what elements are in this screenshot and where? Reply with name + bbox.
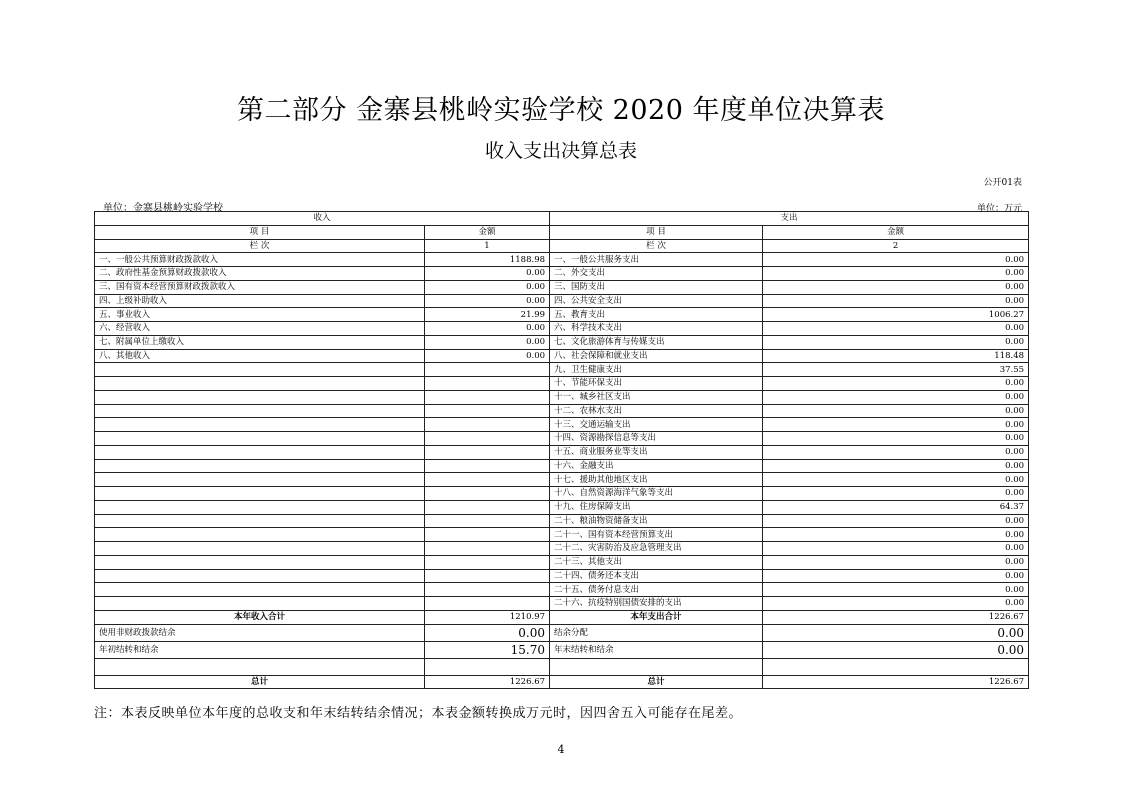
- income-amount-header: 金额: [425, 225, 550, 239]
- income-item-label: 一、一般公共预算财政拨款收入: [95, 253, 425, 267]
- empty-cell: [425, 583, 550, 597]
- income-item-label: 三、国有资本经营预算财政拨款收入: [95, 280, 425, 294]
- table-row: [95, 500, 1029, 514]
- expense-item-label: 五、教育支出: [550, 308, 763, 322]
- income-item-label: 六、经营收入: [95, 322, 425, 336]
- balance-row: [95, 641, 1029, 658]
- expense-item-value: 0.00: [763, 404, 1029, 418]
- unit-name: 单位：金寨县桃岭实验学校: [103, 203, 223, 214]
- empty-cell: [95, 459, 425, 473]
- expense-total-label: 本年支出合计: [550, 610, 763, 624]
- grand-total-income-value: 1226.67: [425, 675, 550, 689]
- empty-cell: [95, 418, 425, 432]
- empty-cell: [95, 473, 425, 487]
- expense-lanci-label: 栏 次: [550, 239, 763, 253]
- expense-item-label: 十三、交通运输支出: [550, 418, 763, 432]
- expense-item-label: 十二、农林水支出: [550, 404, 763, 418]
- table-row: [95, 418, 1029, 432]
- surplus-alloc-label: 结余分配: [550, 624, 763, 641]
- expense-item-label: 十八、自然资源海洋气象等支出: [550, 487, 763, 501]
- empty-cell: [425, 377, 550, 391]
- expense-item-value: 0.00: [763, 569, 1029, 583]
- table-row: [95, 390, 1029, 404]
- expense-item-value: 118.48: [763, 349, 1029, 363]
- table-row: [95, 308, 1029, 322]
- table-row: [95, 404, 1029, 418]
- table-row: [95, 445, 1029, 459]
- expense-item-value: 0.00: [763, 583, 1029, 597]
- expense-item-label: 七、文化旅游体育与传媒支出: [550, 335, 763, 349]
- nonfiscal-row: [95, 624, 1029, 641]
- expense-item-label: 十七、援助其他地区支出: [550, 473, 763, 487]
- expense-item-label: 六、科学技术支出: [550, 322, 763, 336]
- expense-item-label: 二十三、其他支出: [550, 555, 763, 569]
- empty-cell: [425, 418, 550, 432]
- table-row: [95, 569, 1029, 583]
- expense-item-value: 0.00: [763, 514, 1029, 528]
- income-item-label: 七、附属单位上缴收入: [95, 335, 425, 349]
- expense-item-label: 十四、资源勘探信息等支出: [550, 432, 763, 446]
- empty-cell: [95, 583, 425, 597]
- empty-cell: [550, 658, 763, 675]
- expense-item-value: 0.00: [763, 294, 1029, 308]
- nonfiscal-label: 使用非财政拨款结余: [95, 624, 425, 641]
- table-row: [95, 349, 1029, 363]
- empty-cell: [425, 542, 550, 556]
- empty-cell: [425, 597, 550, 611]
- column-header-row: [95, 225, 1029, 239]
- income-item-label: 五、事业收入: [95, 308, 425, 322]
- empty-cell: [425, 658, 550, 675]
- income-item-label: 四、上级补助收入: [95, 294, 425, 308]
- income-item-value: 0.00: [425, 322, 550, 336]
- empty-cell: [95, 555, 425, 569]
- empty-cell: [95, 487, 425, 501]
- empty-cell: [95, 500, 425, 514]
- expense-item-label: 二十一、国有资本经营预算支出: [550, 528, 763, 542]
- table-row: [95, 377, 1029, 391]
- empty-cell: [95, 432, 425, 446]
- expense-item-label: 二十五、债务付息支出: [550, 583, 763, 597]
- table-row: [95, 294, 1029, 308]
- expense-item-value: 0.00: [763, 432, 1029, 446]
- expense-item-value: 0.00: [763, 335, 1029, 349]
- income-item-value: 0.00: [425, 335, 550, 349]
- expense-item-value: 0.00: [763, 377, 1029, 391]
- lanci-row: [95, 239, 1029, 253]
- surplus-alloc-value: 0.00: [763, 624, 1029, 641]
- expense-item-value: 0.00: [763, 390, 1029, 404]
- expense-item-label: 十、节能环保支出: [550, 377, 763, 391]
- empty-cell: [95, 404, 425, 418]
- table-subtitle: 收入支出决算总表: [484, 140, 637, 162]
- income-item-label: 二、政府性基金预算财政拨款收入: [95, 267, 425, 281]
- begin-balance-label: 年初结转和结余: [95, 641, 425, 658]
- empty-cell: [425, 528, 550, 542]
- income-item-value: 1188.98: [425, 253, 550, 267]
- empty-cell: [95, 569, 425, 583]
- table-row: [95, 459, 1029, 473]
- expense-total-value: 1226.67: [763, 610, 1029, 624]
- expense-item-label: 十五、商业服务业等支出: [550, 445, 763, 459]
- empty-cell: [425, 500, 550, 514]
- annual-total-row: [95, 610, 1029, 624]
- expense-item-value: 1006.27: [763, 308, 1029, 322]
- income-item-value: 0.00: [425, 349, 550, 363]
- expense-item-value: 0.00: [763, 459, 1029, 473]
- page-title: 第二部分 金寨县桃岭实验学校 2020 年度单位决算表: [237, 95, 885, 126]
- table-row: [95, 583, 1029, 597]
- empty-cell: [425, 555, 550, 569]
- income-lanci-label: 栏 次: [95, 239, 425, 253]
- expense-item-value: 0.00: [763, 473, 1029, 487]
- table-row: [95, 267, 1029, 281]
- empty-cell: [95, 528, 425, 542]
- table-row: [95, 514, 1029, 528]
- empty-cell: [425, 363, 550, 377]
- expense-item-label: 十六、金融支出: [550, 459, 763, 473]
- table-number: 公开01表: [983, 178, 1022, 188]
- expense-item-value: 0.00: [763, 267, 1029, 281]
- grand-total-row: [95, 675, 1029, 689]
- grand-total-income-label: 总计: [95, 675, 425, 689]
- expense-item-value: 0.00: [763, 322, 1029, 336]
- section-header-row: [95, 212, 1029, 226]
- table-row: [95, 528, 1029, 542]
- currency-unit: 单位：万元: [976, 204, 1022, 214]
- income-item-value: 0.00: [425, 294, 550, 308]
- empty-cell: [425, 404, 550, 418]
- expense-item-label: 一、一般公共服务支出: [550, 253, 763, 267]
- expense-item-header: 项 目: [550, 225, 763, 239]
- expense-item-label: 二、外交支出: [550, 267, 763, 281]
- empty-cell: [763, 658, 1029, 675]
- income-item-value: 21.99: [425, 308, 550, 322]
- empty-cell: [95, 377, 425, 391]
- expense-item-label: 四、公共安全支出: [550, 294, 763, 308]
- table-row: [95, 487, 1029, 501]
- empty-cell: [95, 658, 425, 675]
- table-row: [95, 280, 1029, 294]
- income-total-label: 本年收入合计: [95, 610, 425, 624]
- expense-item-label: 十九、住房保障支出: [550, 500, 763, 514]
- expense-item-label: 十一、城乡社区支出: [550, 390, 763, 404]
- expense-item-value: 0.00: [763, 597, 1029, 611]
- empty-cell: [425, 432, 550, 446]
- spacer-row: [95, 658, 1029, 675]
- expense-item-label: 二十、粮油物资储备支出: [550, 514, 763, 528]
- empty-cell: [95, 363, 425, 377]
- expense-item-label: 三、国防支出: [550, 280, 763, 294]
- empty-cell: [425, 487, 550, 501]
- expense-header: 支出: [550, 212, 1029, 226]
- income-total-value: 1210.97: [425, 610, 550, 624]
- budget-table: [94, 211, 1029, 689]
- expense-item-label: 二十四、债务还本支出: [550, 569, 763, 583]
- income-item-label: 八、其他收入: [95, 349, 425, 363]
- expense-item-value: 0.00: [763, 555, 1029, 569]
- income-lanci-number: 1: [425, 239, 550, 253]
- table-row: [95, 473, 1029, 487]
- empty-cell: [425, 569, 550, 583]
- table-row: [95, 555, 1029, 569]
- table-row: [95, 363, 1029, 377]
- expense-item-value: 64.37: [763, 500, 1029, 514]
- expense-item-value: 37.55: [763, 363, 1029, 377]
- income-item-value: 0.00: [425, 280, 550, 294]
- expense-amount-header: 金额: [763, 225, 1029, 239]
- table-row: [95, 322, 1029, 336]
- empty-cell: [425, 445, 550, 459]
- empty-cell: [425, 390, 550, 404]
- expense-item-value: 0.00: [763, 418, 1029, 432]
- income-item-header: 项 目: [95, 225, 425, 239]
- expense-item-label: 二十二、灾害防治及应急管理支出: [550, 542, 763, 556]
- expense-item-label: 二十六、抗疫特别国债安排的支出: [550, 597, 763, 611]
- expense-item-value: 0.00: [763, 528, 1029, 542]
- table-row: [95, 335, 1029, 349]
- table-row: [95, 253, 1029, 267]
- expense-item-value: 0.00: [763, 487, 1029, 501]
- expense-item-value: 0.00: [763, 253, 1029, 267]
- empty-cell: [95, 390, 425, 404]
- empty-cell: [95, 445, 425, 459]
- end-balance-label: 年末结转和结余: [550, 641, 763, 658]
- grand-total-expense-label: 总计: [550, 675, 763, 689]
- empty-cell: [425, 473, 550, 487]
- empty-cell: [95, 514, 425, 528]
- expense-item-value: 0.00: [763, 280, 1029, 294]
- table-row: [95, 597, 1029, 611]
- nonfiscal-value: 0.00: [425, 624, 550, 641]
- expense-item-label: 九、卫生健康支出: [550, 363, 763, 377]
- expense-item-label: 八、社会保障和就业支出: [550, 349, 763, 363]
- expense-item-value: 0.00: [763, 445, 1029, 459]
- income-item-value: 0.00: [425, 267, 550, 281]
- empty-cell: [95, 597, 425, 611]
- expense-item-value: 0.00: [763, 542, 1029, 556]
- begin-balance-value: 15.70: [425, 641, 550, 658]
- table-row: [95, 542, 1029, 556]
- end-balance-value: 0.00: [763, 641, 1029, 658]
- table-row: [95, 432, 1029, 446]
- income-header: 收入: [95, 212, 550, 226]
- empty-cell: [425, 514, 550, 528]
- grand-total-expense-value: 1226.67: [763, 675, 1029, 689]
- page-number: 4: [557, 743, 565, 756]
- expense-lanci-number: 2: [763, 239, 1029, 253]
- footnote: 注：本表反映单位本年度的总收支和年末结转结余情况；本表金额转换成万元时，因四舍五入可能存在尾差。: [94, 706, 743, 721]
- empty-cell: [425, 459, 550, 473]
- empty-cell: [95, 542, 425, 556]
